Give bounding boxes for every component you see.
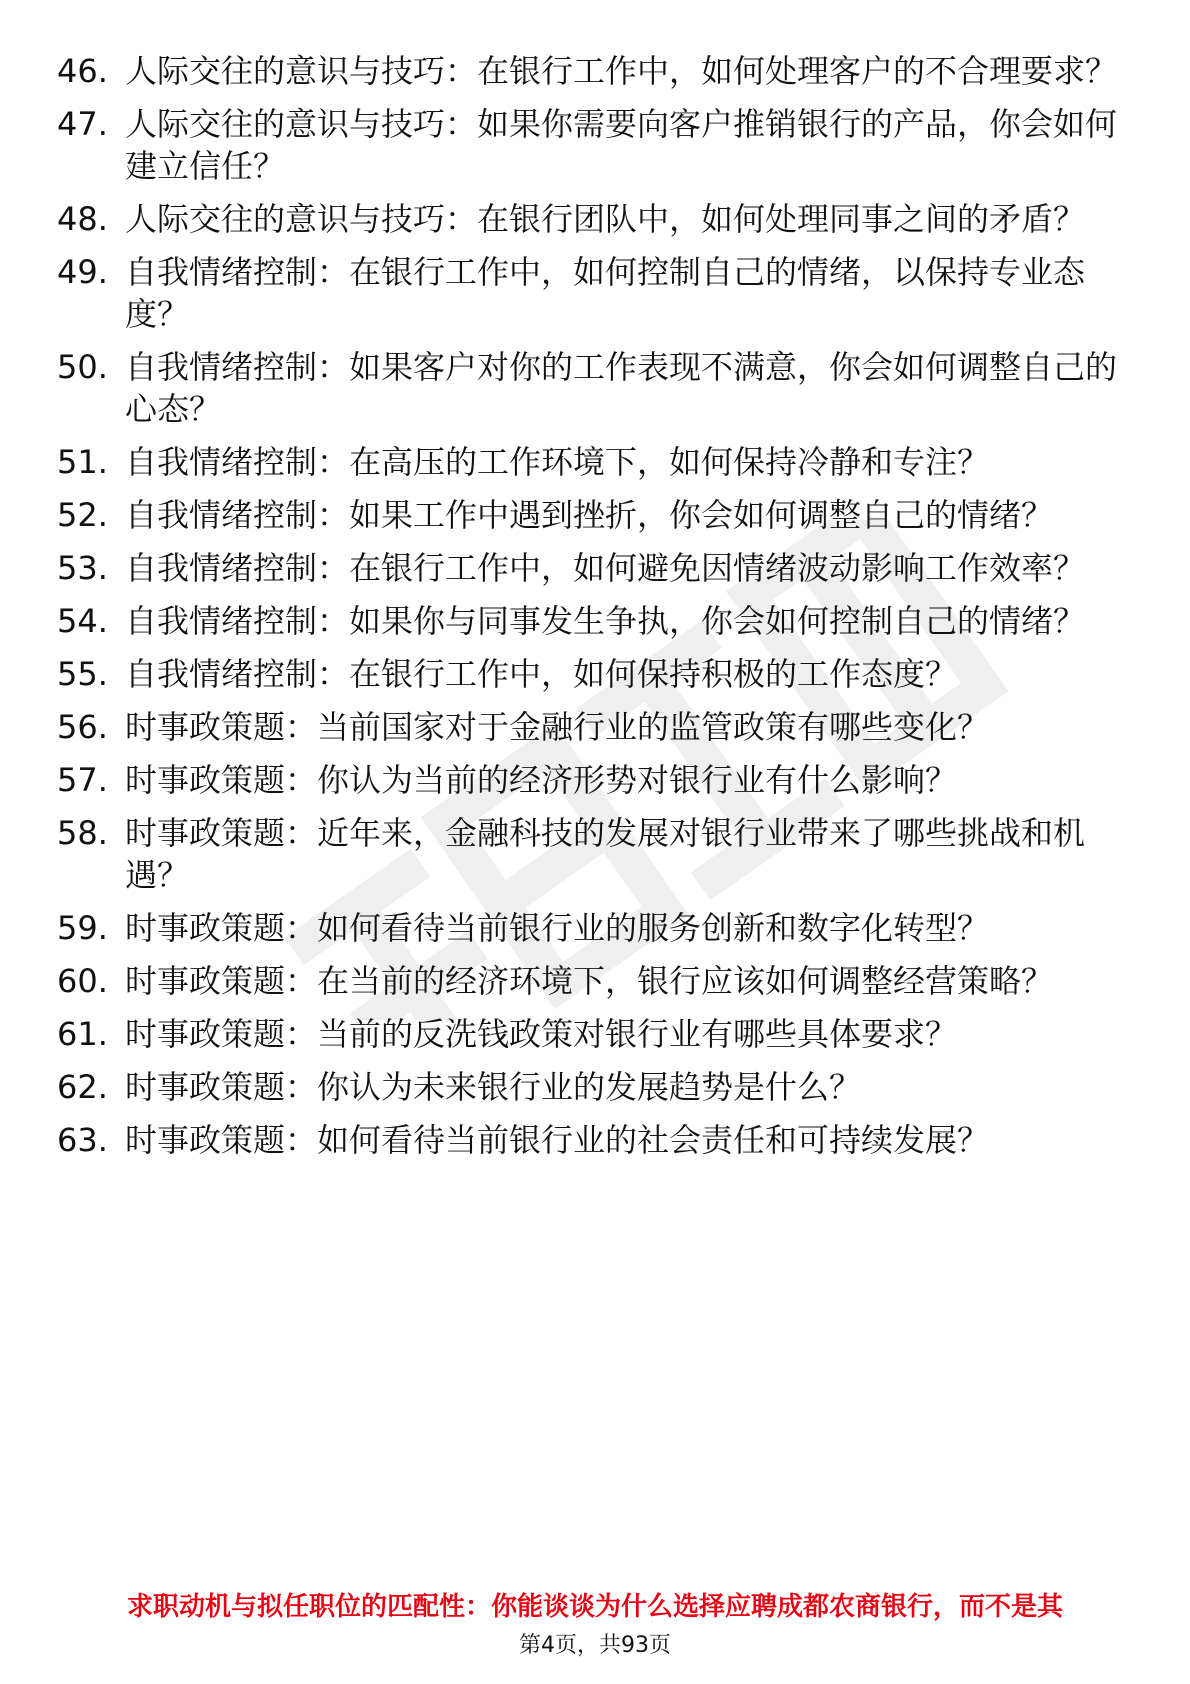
question-number: 51. — [57, 443, 108, 481]
question-text: 时事政策题：如何看待当前银行业的社会责任和可持续发展？ — [125, 1121, 990, 1159]
question-number: 48. — [57, 200, 108, 238]
list-item — [57, 653, 1117, 695]
question-list — [57, 50, 1117, 1172]
list-item — [57, 1013, 1117, 1055]
list-item — [57, 1066, 1117, 1108]
question-text: 时事政策题：当前的反洗钱政策对银行业有哪些具体要求？ — [125, 1015, 958, 1053]
question-text: 人际交往的意识与技巧：在银行团队中，如何处理同事之间的矛盾？ — [125, 200, 1086, 238]
question-text: 自我情绪控制：如果工作中遇到挫折，你会如何调整自己的情绪？ — [125, 496, 1054, 534]
question-text: 自我情绪控制：在银行工作中，如何保持积极的工作态度？ — [125, 655, 958, 693]
list-item — [57, 547, 1117, 589]
question-number: 61. — [57, 1015, 108, 1053]
question-number: 46. — [57, 52, 108, 90]
question-number: 47. — [57, 105, 108, 143]
page-number: 第4页，共93页 — [519, 1633, 671, 1658]
question-text: 自我情绪控制：在高压的工作环境下，如何保持冷静和专注？ — [125, 443, 990, 481]
question-number: 59. — [57, 909, 108, 947]
list-item — [57, 600, 1117, 642]
list-item — [57, 198, 1117, 240]
question-number: 55. — [57, 655, 108, 693]
list-item — [57, 759, 1117, 801]
question-number: 62. — [57, 1068, 108, 1106]
list-item — [57, 103, 1117, 187]
footer-highlight-text: 求职动机与拟任职位的匹配性：你能谈谈为什么选择应聘成都农商银行，而不是其 — [126, 1592, 1063, 1622]
list-item — [57, 812, 1117, 896]
question-number: 56. — [57, 708, 108, 746]
question-text: 时事政策题：当前国家对于金融行业的监管政策有哪些变化？ — [125, 708, 990, 746]
list-item — [57, 346, 1117, 430]
list-item — [57, 1119, 1117, 1161]
list-item — [57, 50, 1117, 92]
list-item — [57, 706, 1117, 748]
question-number: 52. — [57, 496, 108, 534]
question-number: 53. — [57, 549, 108, 587]
question-text: 自我情绪控制：在银行工作中，如何控制自己的情绪，以保持专业态度？ — [125, 253, 1086, 333]
question-text: 人际交往的意识与技巧：如果你需要向客户推销银行的产品，你会如何建立信任？ — [125, 105, 1118, 185]
list-item — [57, 251, 1117, 335]
question-number: 58. — [57, 814, 108, 852]
list-item — [57, 441, 1117, 483]
list-item — [57, 494, 1117, 536]
question-number: 60. — [57, 962, 108, 1000]
question-text: 时事政策题：如何看待当前银行业的服务创新和数字化转型？ — [125, 909, 990, 947]
list-item — [57, 960, 1117, 1002]
list-item — [57, 907, 1117, 949]
question-number: 54. — [57, 602, 108, 640]
question-text: 时事政策题：近年来，金融科技的发展对银行业带来了哪些挑战和机遇？ — [125, 814, 1086, 894]
question-text: 时事政策题：你认为当前的经济形势对银行业有什么影响？ — [125, 761, 958, 799]
question-number: 63. — [57, 1121, 108, 1159]
question-number: 57. — [57, 761, 108, 799]
question-text: 时事政策题：在当前的经济环境下，银行应该如何调整经营策略？ — [125, 962, 1054, 1000]
question-text: 人际交往的意识与技巧：在银行工作中，如何处理客户的不合理要求？ — [125, 52, 1118, 90]
question-number: 49. — [57, 253, 108, 291]
question-text: 自我情绪控制：在银行工作中，如何避免因情绪波动影响工作效率？ — [125, 549, 1086, 587]
question-number: 50. — [57, 348, 108, 386]
question-text: 自我情绪控制：如果客户对你的工作表现不满意，你会如何调整自己的心态？ — [125, 348, 1118, 428]
question-text: 时事政策题：你认为未来银行业的发展趋势是什么？ — [125, 1068, 862, 1106]
question-text: 自我情绪控制：如果你与同事发生争执，你会如何控制自己的情绪？ — [125, 602, 1086, 640]
